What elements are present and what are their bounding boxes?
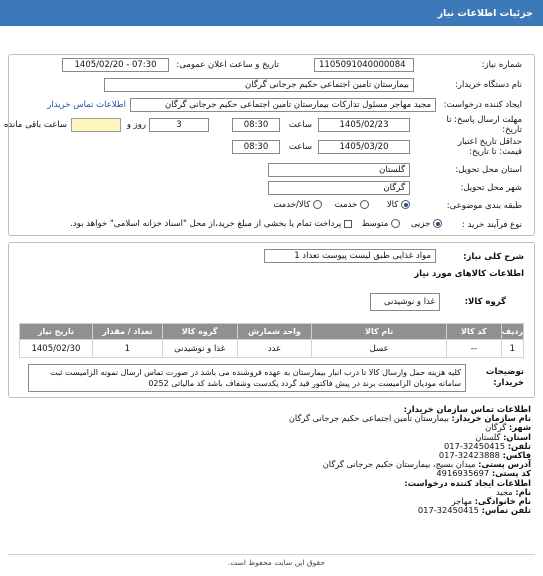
announce-date-field[interactable]: 1405/02/20 - 07:30	[62, 58, 169, 72]
contact-province: استان: گلستان	[475, 431, 531, 442]
page-header	[0, 0, 543, 26]
deadline-time-field[interactable]: 08:30	[232, 118, 280, 132]
category-option-both[interactable]: کالا/خدمت	[273, 200, 322, 210]
goods-table-header	[20, 324, 524, 340]
creator-family: نام خانوادگی: مهاجر	[451, 496, 531, 507]
col-qty: تعداد / مقدار	[92, 324, 162, 340]
col-date: تاریخ نیاز	[20, 324, 93, 340]
need-number-label: شماره نیاز:	[481, 60, 522, 70]
footer-divider	[8, 554, 535, 555]
days-label: روز و	[126, 120, 146, 130]
col-row: ردیف	[501, 324, 523, 340]
radio-icon	[433, 219, 442, 228]
cell-unit: عدد	[237, 340, 312, 358]
creator-field[interactable]: مجید مهاجر مسئول تدارکات بیمارستان تامین اجتماعی حکیم جرجانی گرگان	[130, 98, 436, 112]
contact-postal: کد پستی: 4916935697	[436, 468, 531, 479]
radio-icon	[401, 200, 410, 209]
validity-time-field[interactable]: 08:30	[232, 140, 280, 154]
validity-label: حداقل تاریخ اعتبار قیمت: تا تاریخ:	[457, 137, 522, 157]
category-label: طبقه بندی موضوعی:	[446, 201, 522, 211]
category-option-service[interactable]: خدمت	[335, 200, 369, 210]
goods-group-field[interactable]: غذا و نوشیدنی	[370, 293, 440, 311]
cell-group: غذا و نوشیدنی	[162, 340, 237, 358]
province-field[interactable]: گلستان	[268, 163, 410, 177]
goods-panel	[8, 242, 535, 398]
buyer-notes-field: کلیه هزینه حمل وارسال کالا تا درب انبار بیمارستان به عهده فروشنده می باشد در صورت تماس ارسال نمونه الزامیست ثبت سامانه مودیان الزامیست برند در پیش فاکتور قید گردد یکدست وشفاف باشد کد مالیاتی 0252	[28, 364, 466, 392]
goods-group-label: گروه کالا:	[464, 297, 506, 307]
deadline-time-label: ساعت	[288, 120, 312, 130]
contact-title: اطلاعات تماس سازمان خریدار:	[403, 404, 531, 414]
process-label: نوع فرآیند خرید :	[461, 220, 522, 230]
contact-city: شهر: گرگان	[485, 422, 531, 433]
buyer-contact-link[interactable]: اطلاعات تماس خریدار	[47, 100, 126, 110]
radio-icon	[313, 200, 322, 209]
deadline-date-field[interactable]: 1405/02/23	[318, 118, 410, 132]
radio-icon	[360, 200, 369, 209]
col-unit: واحد شمارش	[237, 324, 312, 340]
buyer-label: نام دستگاه خریدار:	[455, 80, 522, 90]
goods-section-title: اطلاعات کالاهای مورد نیاز	[414, 269, 524, 279]
city-label: شهر محل تحویل:	[460, 183, 522, 193]
days-remaining-field: 3	[149, 118, 209, 132]
creator-label: ایجاد کننده درخواست:	[443, 100, 522, 110]
contact-phone: تلفن: 017-32450415	[444, 440, 531, 451]
page-title: جزئیات اطلاعات نیاز	[437, 8, 533, 19]
need-number-field[interactable]: 1105091040000084	[314, 58, 414, 72]
footer-copyright: حقوق این سایت محفوظ است.	[227, 558, 325, 567]
payment-treasury-checkbox[interactable]: پرداخت تمام یا بخشی از مبلغ خرید،از محل "اسناد خزانه اسلامی" خواهد بود.	[70, 219, 352, 229]
process-option-minor[interactable]: جزیی	[411, 219, 442, 229]
col-group: گروه کالا	[162, 324, 237, 340]
deadline-label: مهلت ارسال پاسخ: تا تاریخ:	[446, 115, 522, 135]
creator-name: نام: مجید	[496, 486, 531, 497]
province-label: استان محل تحویل:	[455, 165, 522, 175]
category-option-goods[interactable]: کالا	[387, 200, 410, 210]
buyer-notes-label: توضیحات خریدار:	[485, 367, 524, 388]
creator-info-title: اطلاعات ایجاد کننده درخواست:	[404, 477, 531, 488]
contact-fax: فاکس: 017-32423888	[438, 450, 531, 461]
cell-code: --	[446, 340, 501, 358]
validity-time-label: ساعت	[288, 142, 312, 152]
buyer-field[interactable]: بیمارستان تامین اجتماعی حکیم جرجانی گرگان	[104, 78, 414, 92]
radio-icon	[391, 219, 400, 228]
contact-address: آدرس پستی: میدان بسیج، بیمارستان حکیم جرجانی گرگان	[322, 459, 531, 470]
table-row[interactable]	[20, 340, 524, 358]
creator-phone: تلفن تماس: 017-32450415	[417, 505, 531, 516]
cell-row: 1	[501, 340, 523, 358]
validity-date-field[interactable]: 1405/03/20	[318, 140, 410, 154]
cell-name: عسل	[312, 340, 447, 358]
process-option-medium[interactable]: متوسط	[362, 219, 400, 229]
contact-org: نام سازمان خریدار: بیمارستان تامین اجتماعی حکیم جرجانی گرگان	[288, 413, 531, 424]
cell-qty: 1	[92, 340, 162, 358]
checkbox-icon	[344, 220, 352, 228]
contact-section	[11, 405, 531, 515]
cell-date: 1405/02/30	[20, 340, 93, 358]
col-name: نام کالا	[312, 324, 447, 340]
need-details-panel	[3, 54, 535, 236]
summary-field[interactable]: مواد غذایی طبق لیست پیوست تعداد 1	[264, 249, 436, 263]
summary-label: شرح کلی نیاز:	[463, 252, 524, 262]
announce-date-label: تاریخ و ساعت اعلان عمومی:	[176, 60, 279, 70]
remaining-label: ساعت باقی مانده	[3, 120, 67, 130]
hours-remaining-field	[71, 118, 121, 132]
goods-table	[19, 323, 524, 358]
col-code: کد کالا	[446, 324, 501, 340]
city-field[interactable]: گرگان	[268, 181, 410, 195]
